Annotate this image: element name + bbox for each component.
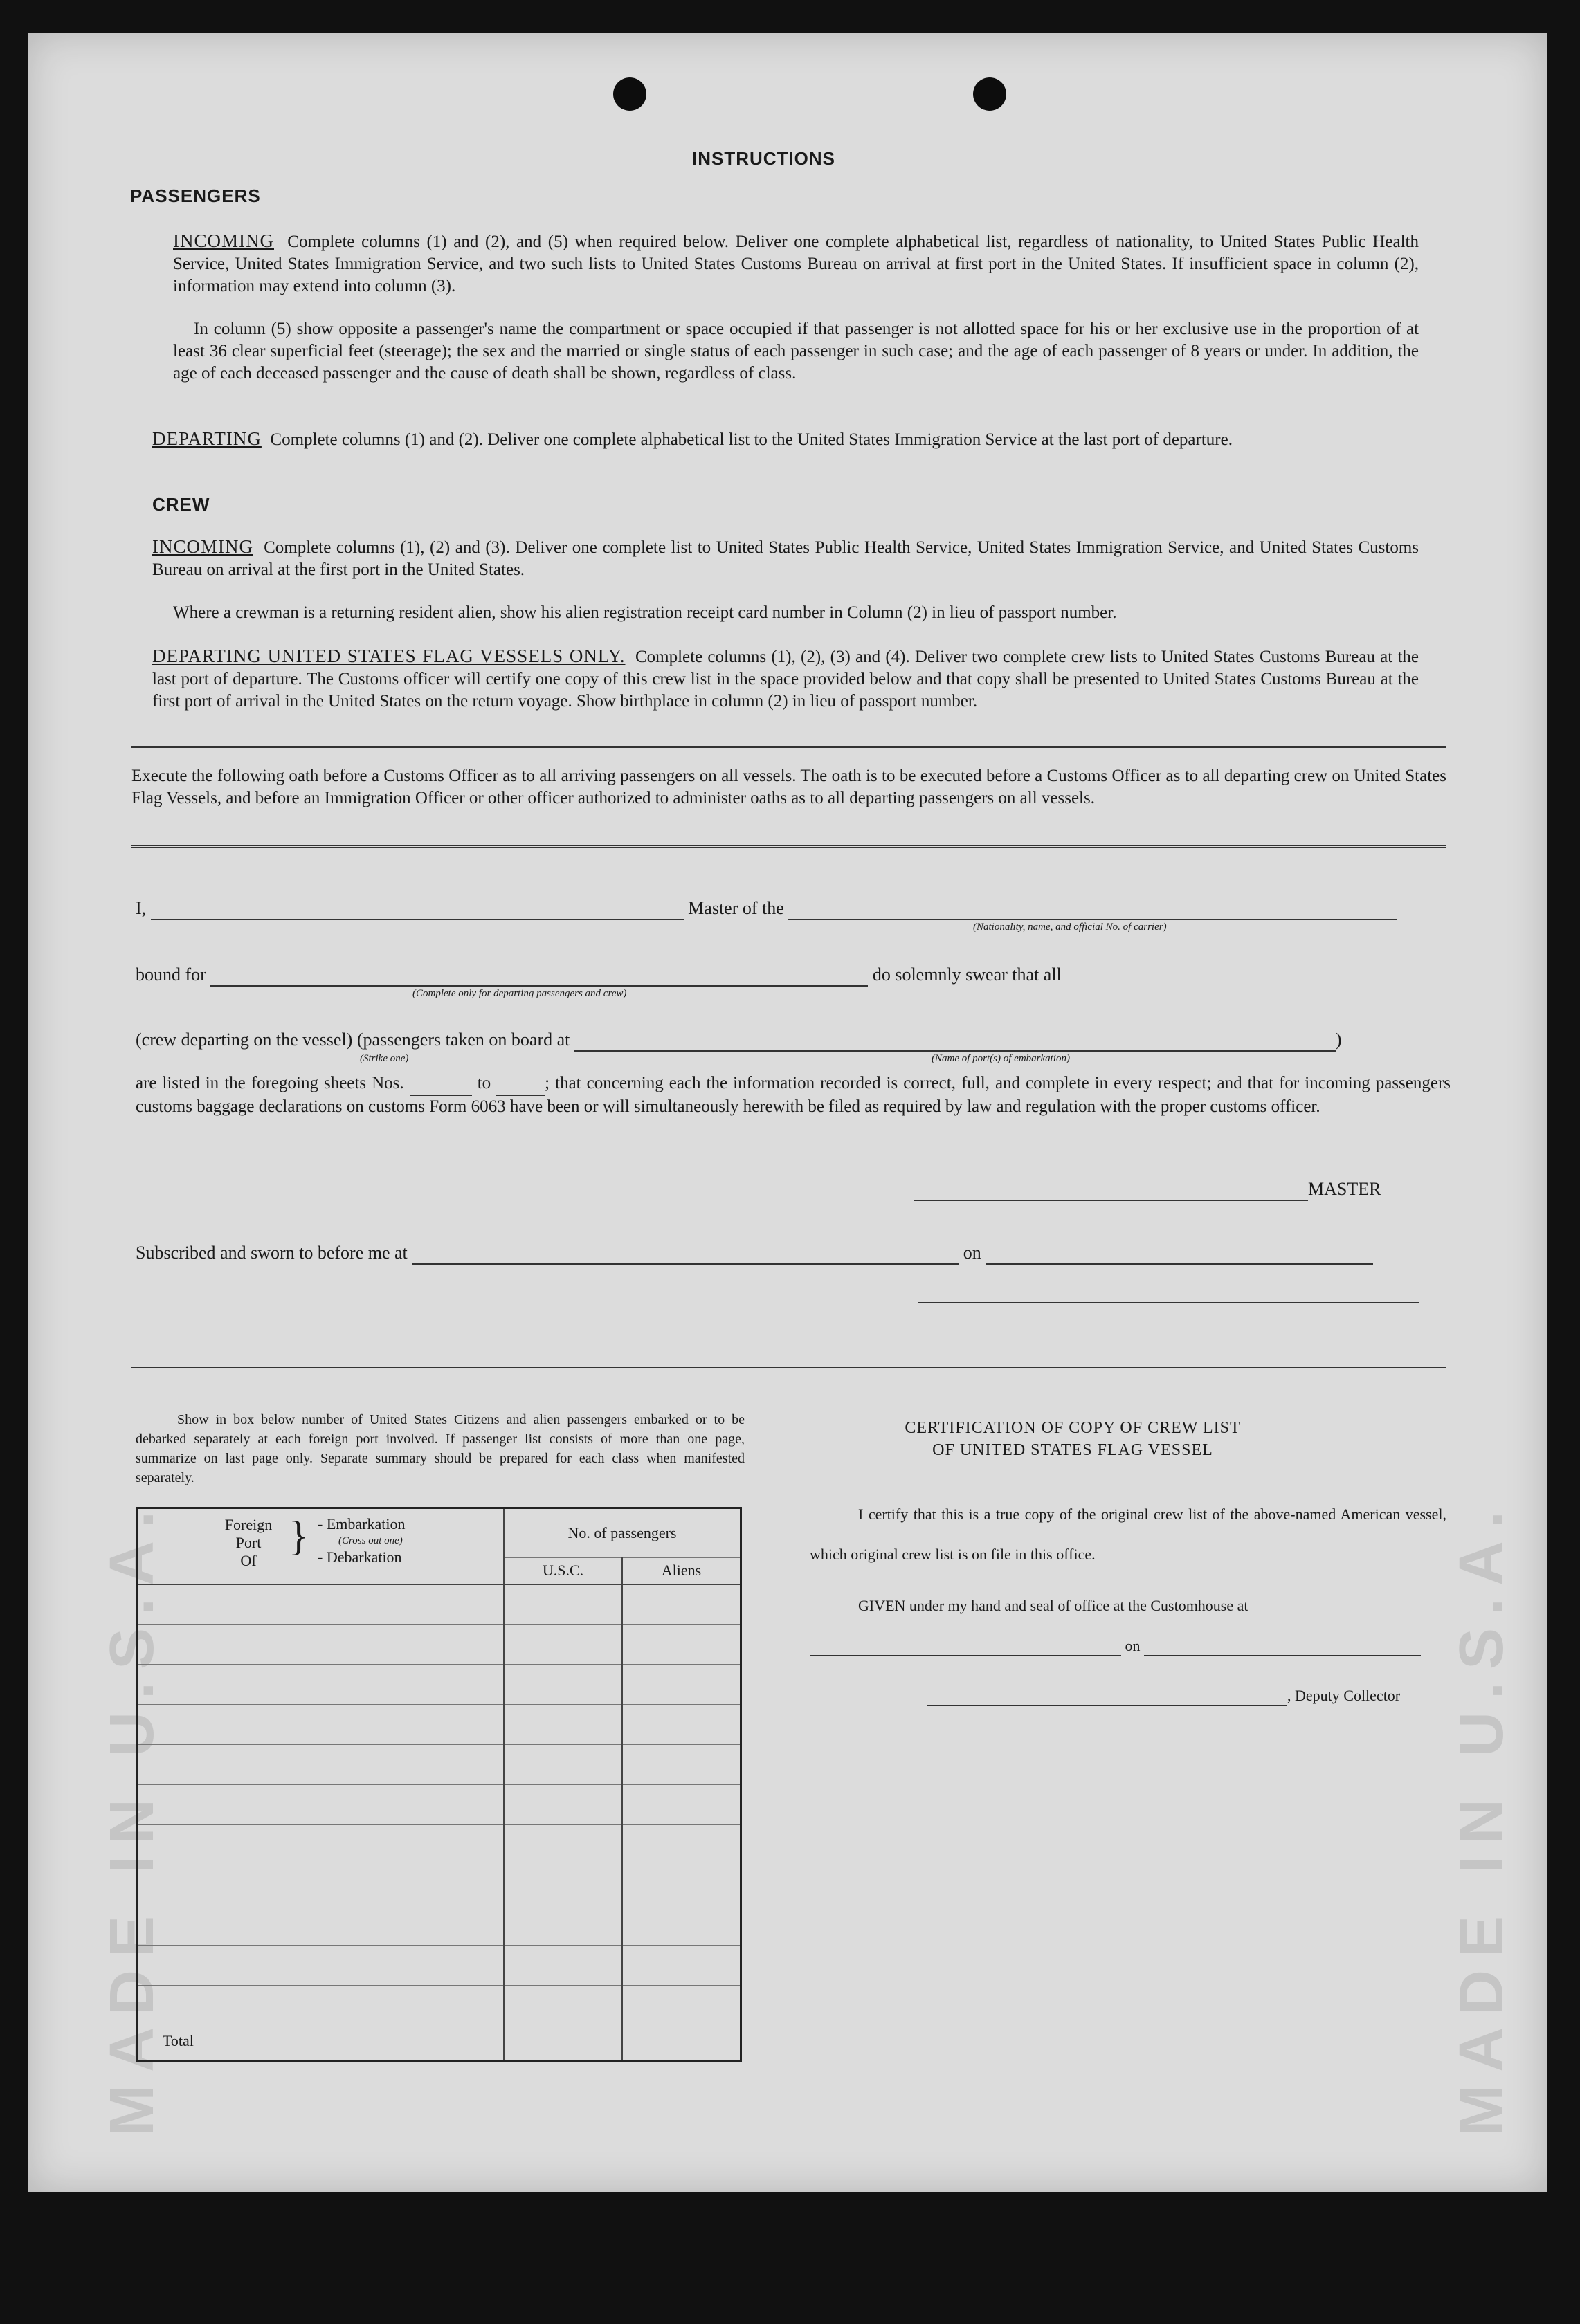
table-row-aliens[interactable] bbox=[622, 1745, 741, 1785]
bound-note: (Complete only for departing passengers and crew) bbox=[412, 988, 627, 999]
total-aliens[interactable] bbox=[622, 1986, 741, 2061]
table-row-usc[interactable] bbox=[504, 1584, 622, 1625]
page-title: INSTRUCTIONS bbox=[692, 148, 835, 169]
summary-table bbox=[136, 1507, 742, 2062]
subscribed-label: Subscribed and sworn to before me at bbox=[136, 1243, 408, 1263]
table-row-aliens[interactable] bbox=[622, 1625, 741, 1665]
table-row-port[interactable] bbox=[137, 1584, 504, 1625]
aliens-header: Aliens bbox=[622, 1558, 741, 1584]
table-row-usc[interactable] bbox=[504, 1785, 622, 1825]
close-paren: ) bbox=[1335, 1030, 1342, 1050]
certification-title-line1: CERTIFICATION OF COPY OF CREW LIST bbox=[905, 1419, 1241, 1437]
embarkation-label: - Embarkation bbox=[318, 1515, 406, 1532]
crew-departing-label-oath: (crew departing on the vessel) (passengers taken on board at bbox=[136, 1030, 570, 1050]
master-signature-line bbox=[914, 1179, 1381, 1201]
swear-label: do solemnly swear that all bbox=[872, 964, 1062, 985]
deputy-signature-field[interactable] bbox=[927, 1687, 1287, 1706]
customhouse-field[interactable] bbox=[810, 1637, 1121, 1656]
table-row-usc[interactable] bbox=[504, 1705, 622, 1745]
crew-incoming-paragraph bbox=[152, 536, 1419, 581]
table-row-aliens[interactable] bbox=[622, 1705, 741, 1745]
certification-text: I certify that this is a true copy of the original crew list of the above-named American vessel, which original crew list is on file in this office. bbox=[810, 1506, 1446, 1563]
passengers-departing-paragraph bbox=[152, 428, 1419, 451]
table-row-port[interactable] bbox=[137, 1665, 504, 1705]
table-row-aliens[interactable] bbox=[622, 1946, 741, 1986]
listed-label: are listed in the foregoing sheets Nos. bbox=[136, 1074, 404, 1092]
table-row-usc[interactable] bbox=[504, 1865, 622, 1905]
table-row-aliens[interactable] bbox=[622, 1905, 741, 1946]
passengers-incoming-text: Complete columns (1) and (2), and (5) when required below. Deliver one complete alphabetical list, regardless of nationality, to United States Public Health Service, United States Immigration Service, and two such lists to United States Customs Bureau on arrival at first port in the United States. If insufficient space in column (2), information may extend into column (3). bbox=[173, 232, 1419, 295]
bleed-through-watermark: MADE IN U.S.A. bbox=[1447, 1498, 1516, 2137]
crew-departing-label: DEPARTING UNITED STATES FLAG VESSELS ONLY. bbox=[152, 646, 626, 666]
bleed-through-watermark: MADE IN U.S.A. bbox=[98, 1498, 167, 2137]
ports-note: (Name of port(s) of embarkation) bbox=[932, 1053, 1070, 1064]
certification-on-label: on bbox=[1125, 1637, 1141, 1654]
table-row-aliens[interactable] bbox=[622, 1785, 741, 1825]
certification-title bbox=[810, 1417, 1336, 1461]
brace-icon: } bbox=[289, 1513, 309, 1559]
oath-rest: ; that concerning each the information recorded is correct, full, and complete in every respect; and that for incoming passengers customs baggage declarations on customs Form 6063 have been or will simultaneously herewith be filed as required by law and regulation with the proper customs officer. bbox=[136, 1074, 1451, 1116]
table-row-port[interactable] bbox=[137, 1745, 504, 1785]
of-label: Of bbox=[240, 1552, 257, 1569]
officer-signature-line[interactable] bbox=[918, 1302, 1419, 1303]
table-row-port[interactable] bbox=[137, 1865, 504, 1905]
crew-incoming-text: Complete columns (1), (2) and (3). Deliver one complete list to United States Public Health Service, United States Immigration Service, and United States Customs Bureau on arrival at the first port in the United States. bbox=[152, 538, 1419, 579]
divider bbox=[131, 845, 1446, 850]
punch-hole bbox=[613, 77, 646, 111]
crew-departing-paragraph bbox=[152, 645, 1419, 713]
sheet-to-field[interactable] bbox=[496, 1072, 545, 1096]
punch-hole bbox=[973, 77, 1006, 111]
passengers-incoming-label: INCOMING bbox=[173, 230, 274, 251]
certification-title-line2: OF UNITED STATES FLAG VESSEL bbox=[932, 1441, 1213, 1459]
table-row-usc[interactable] bbox=[504, 1745, 622, 1785]
certification-date-field[interactable] bbox=[1144, 1637, 1421, 1656]
master-signature-field[interactable] bbox=[914, 1179, 1308, 1201]
foreign-port-header bbox=[137, 1508, 504, 1584]
subscribed-line bbox=[136, 1243, 1373, 1265]
divider bbox=[131, 746, 1446, 751]
summary-instructions: Show in box below number of United States Citizens and alien passengers embarked or to be debarked separately at each foreign port involved. If passenger list consists of more than one page, summarize on last page only. Separate summary should be prepared for each class when manifested separately. bbox=[136, 1412, 745, 1485]
table-row-port[interactable] bbox=[137, 1946, 504, 1986]
cross-out-note: (Cross out one) bbox=[338, 1535, 403, 1546]
table-row-aliens[interactable] bbox=[622, 1584, 741, 1625]
table-row-usc[interactable] bbox=[504, 1625, 622, 1665]
table-row-usc[interactable] bbox=[504, 1825, 622, 1865]
sheet-from-field[interactable] bbox=[410, 1072, 472, 1096]
debarkation-label: - Debarkation bbox=[318, 1548, 402, 1566]
carrier-note: (Nationality, name, and official No. of carrier) bbox=[973, 922, 1167, 933]
crew-heading: CREW bbox=[152, 494, 210, 515]
no-passengers-header: No. of passengers bbox=[504, 1508, 741, 1558]
total-label: Total bbox=[137, 1986, 504, 2061]
foreign-label: Foreign bbox=[224, 1516, 273, 1533]
subscribed-on-label: on bbox=[963, 1243, 981, 1263]
table-row-aliens[interactable] bbox=[622, 1825, 741, 1865]
certification-date-line bbox=[810, 1637, 1421, 1656]
oath-listed-paragraph bbox=[136, 1072, 1451, 1118]
certification-given: GIVEN under my hand and seal of office at the Customhouse at bbox=[858, 1597, 1248, 1614]
total-usc[interactable] bbox=[504, 1986, 622, 2061]
table-row-port[interactable] bbox=[137, 1625, 504, 1665]
oath-instructions: Execute the following oath before a Customs Officer as to all arriving passengers on all vessels. The oath is to be executed before a Customs Officer as to all departing crew on United States Flag Vessels, and before an Immigration Officer or other officer authorized to administer oaths as to all departing passengers on all vessels. bbox=[131, 767, 1446, 807]
column5-paragraph: In column (5) show opposite a passenger's name the compartment or space occupied if that passenger is not allotted space for his or her exclusive use in the proportion of at least 36 clear superficial feet (steerage); the sex and the married or single status of each passenger in such case; and the age of each passenger of 8 years or under. In addition, the age of each deceased passenger and the cause of death shall be shown, regardless of class. bbox=[173, 320, 1419, 383]
subscribed-date-field[interactable] bbox=[986, 1243, 1373, 1265]
table-row-port[interactable] bbox=[137, 1785, 504, 1825]
passengers-departing-label: DEPARTING bbox=[152, 428, 262, 449]
table-row-port[interactable] bbox=[137, 1705, 504, 1745]
master-of-label: Master of the bbox=[688, 898, 784, 918]
table-row-usc[interactable] bbox=[504, 1905, 622, 1946]
document-page bbox=[28, 33, 1547, 2192]
carrier-field[interactable] bbox=[788, 898, 1397, 920]
crew-resident-paragraph: Where a crewman is a returning resident alien, show his alien registration receipt card number in Column (2) in lieu of passport number. bbox=[173, 603, 1117, 622]
table-row-port[interactable] bbox=[137, 1905, 504, 1946]
divider bbox=[131, 1366, 1446, 1371]
strike-note: (Strike one) bbox=[360, 1053, 409, 1064]
bound-for-label: bound for bbox=[136, 964, 206, 985]
subscribed-place-field[interactable] bbox=[412, 1243, 959, 1265]
to-label: to bbox=[477, 1074, 491, 1092]
bound-for-field[interactable] bbox=[210, 964, 868, 987]
embarkation-ports-field[interactable] bbox=[574, 1030, 1336, 1052]
port-label: Port bbox=[235, 1534, 262, 1551]
passengers-heading: PASSENGERS bbox=[130, 185, 261, 206]
table-row-aliens[interactable] bbox=[622, 1865, 741, 1905]
deputy-collector-line bbox=[927, 1687, 1400, 1706]
table-row-aliens[interactable] bbox=[622, 1665, 741, 1705]
crew-incoming-label: INCOMING bbox=[152, 536, 253, 557]
oath-line-bound bbox=[136, 964, 1062, 987]
deputy-collector-label: , Deputy Collector bbox=[1287, 1687, 1401, 1704]
passengers-incoming-paragraph bbox=[173, 230, 1419, 298]
master-label: MASTER bbox=[1308, 1179, 1381, 1199]
passengers-departing-text: Complete columns (1) and (2). Deliver one complete alphabetical list to the United States Immigration Service at the last port of departure. bbox=[270, 430, 1233, 449]
oath-line-crew bbox=[136, 1030, 1342, 1052]
crew-departing-text: Complete columns (1), (2), (3) and (4). Deliver two complete crew lists to United States Customs Bureau at the last port of departure. The Customs officer will certify one copy of this crew list in the space provided below and that copy shall be presented to United States Customs Bureau at the first port of arrival in the United States on the return voyage. Show birthplace in column (2) in lieu of passport number. bbox=[152, 648, 1419, 711]
table-row-usc[interactable] bbox=[504, 1946, 622, 1986]
table-row-port[interactable] bbox=[137, 1825, 504, 1865]
usc-header: U.S.C. bbox=[504, 1558, 622, 1584]
table-row-usc[interactable] bbox=[504, 1665, 622, 1705]
oath-i-label: I, bbox=[136, 898, 147, 918]
oath-line-master bbox=[136, 898, 1451, 920]
master-name-field[interactable] bbox=[151, 898, 684, 920]
